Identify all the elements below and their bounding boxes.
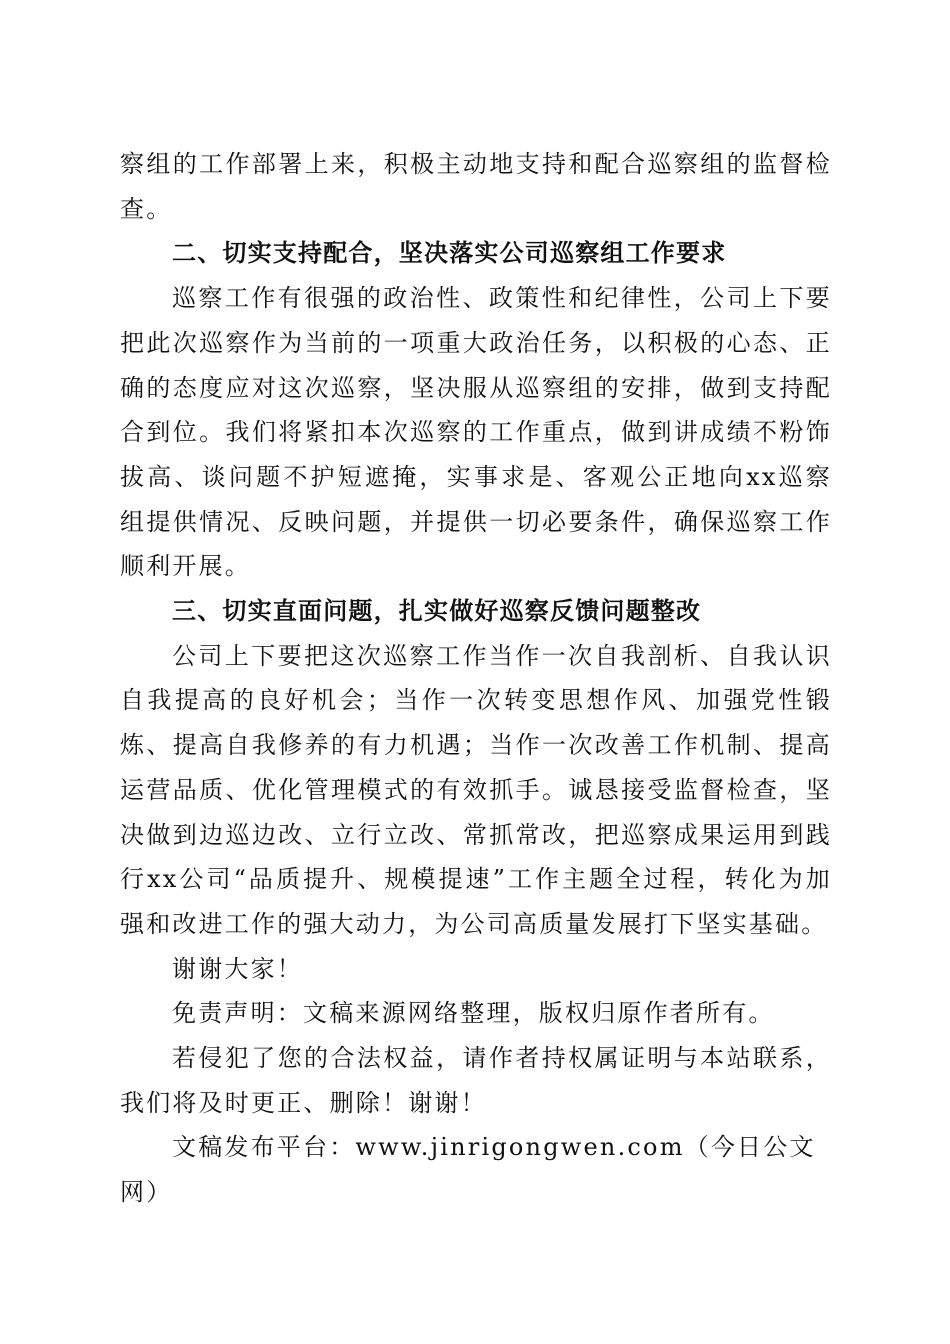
paragraph-section-2: 巡察工作有很强的政治性、政策性和纪律性，公司上下要把此次巡察作为当前的一项重大政治任务，以积极的心态、正确的态度应对这次巡察，坚决服从巡察组的安排，做到支持配合到位。我们将紧扣本次巡察的工作重点，做到讲成绩不粉饰拔高、谈问题不护短遮掩，实事求是、客观公正地向xx巡察组提供情况、反映问题，并提供一切必要条件，确保巡察工作顺利开展。 xyxy=(120,284,832,581)
paragraph-continuation: 察组的工作部署上来，积极主动地支持和配合巡察组的监督检查。 xyxy=(120,150,832,223)
platform-line xyxy=(120,1125,832,1214)
document-page xyxy=(120,142,832,1215)
thanks-line: 谢谢大家！ xyxy=(172,954,303,983)
disclaimer-line: 免责声明：文稿来源网络整理，版权归原作者所有。 xyxy=(172,999,775,1028)
section-heading-2: 二、切实支持配合，坚决落实公司巡察组工作要求 xyxy=(172,239,727,268)
section-heading-3: 三、切实直面问题，扎实做好巡察反馈问题整改 xyxy=(172,597,702,626)
paragraph-section-3: 公司上下要把这次巡察工作当作一次自我剖析、自我认识自我提高的良好机会；当作一次转变思想作风、加强党性锻炼、提高自我修养的有力机遇；当作一次改善工作机制、提高运营品质、优化管理模式的有效抓手。诚恳接受监督检查，坚决做到边巡边改、立行立改、常抓常改，把巡察成果运用到践行xx公司“品质提升、规模提速”工作主题全过程，转化为加强和改进工作的强大动力，为公司高质量发展打下坚实基础。 xyxy=(120,641,832,938)
platform-url-link[interactable]: www.jinrigongwen.com xyxy=(355,1133,685,1162)
platform-name: （今日公文网） xyxy=(120,1133,816,1207)
platform-label: 文稿发布平台： xyxy=(172,1133,356,1162)
infringement-notice: 若侵犯了您的合法权益，请作者持权属证明与本站联系，我们将及时更正、删除！谢谢！ xyxy=(120,1044,832,1117)
